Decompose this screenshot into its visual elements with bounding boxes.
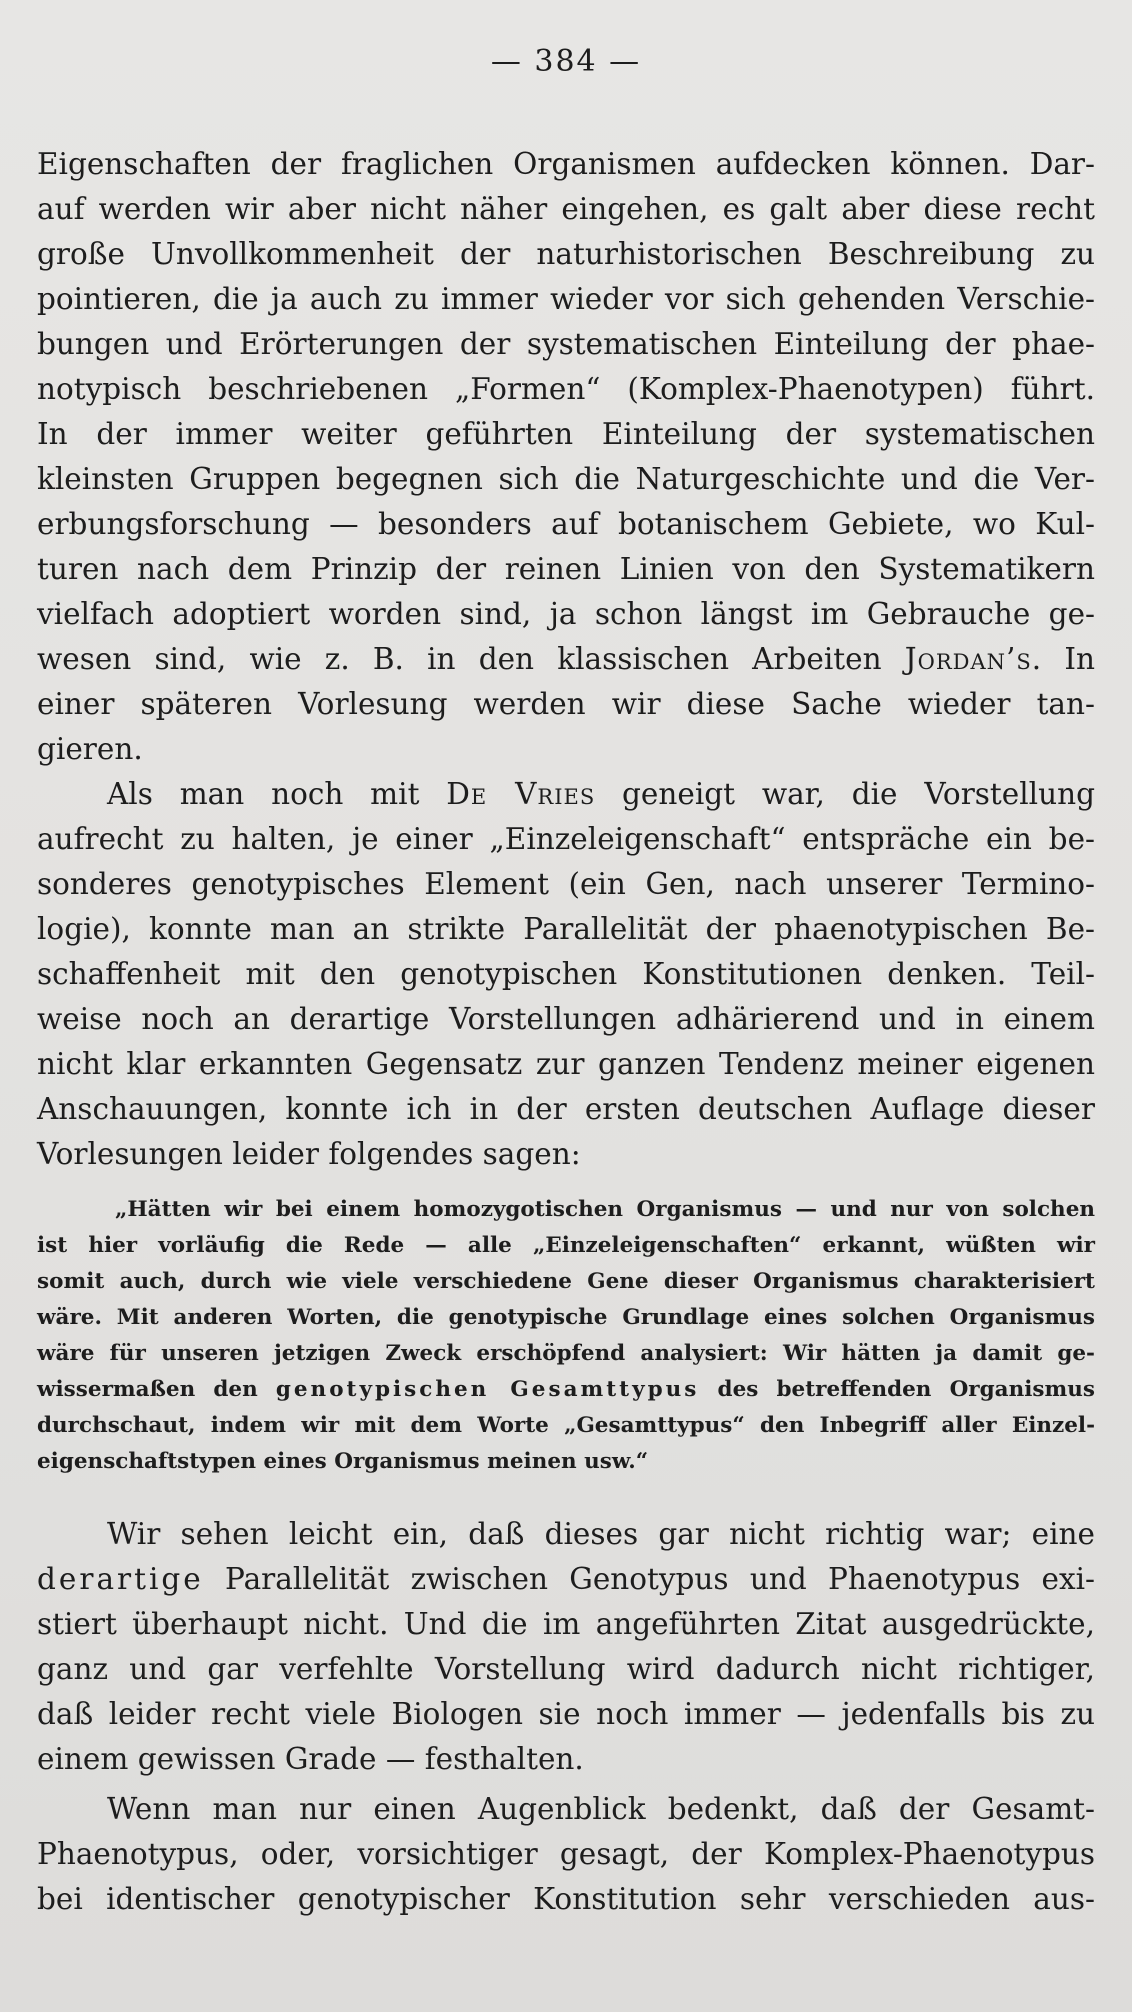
text-line: Wenn man nur einen Augenblick bedenkt, daß der Gesamt- bbox=[107, 1792, 1095, 1826]
text-line bbox=[37, 639, 1095, 679]
text-line: gieren. bbox=[37, 732, 143, 766]
text-line: auf werden wir aber nicht näher eingehen, es galt aber diese recht bbox=[37, 192, 1095, 226]
text-line: ganz und gar verfehlte Vorstellung wird dadurch nicht richtiger, bbox=[37, 1652, 1095, 1686]
text-line: einem gewissen Grade — festhalten. bbox=[37, 1742, 584, 1776]
text-line: nicht klar erkannten Gegensatz zur ganzen Tendenz meiner eigenen bbox=[37, 1047, 1095, 1081]
quote-line: eigenschaftstypen eines Organismus meinen usw.“ bbox=[37, 1449, 649, 1474]
quote-line: somit auch, durch wie viele verschiedene Gene dieser Organismus charakterisiert bbox=[37, 1269, 1095, 1294]
text-line: schaffenheit mit den genotypischen Konstitutionen denken. Teil- bbox=[37, 957, 1095, 991]
text-line: einer späteren Vorlesung werden wir diese Sache wieder tan- bbox=[37, 687, 1095, 721]
emphasis-spaced: derartige bbox=[37, 1562, 204, 1596]
text-line bbox=[107, 774, 1095, 814]
text-line: pointieren, die ja auch zu immer wieder vor sich gehenden Verschie- bbox=[37, 282, 1095, 316]
text-line: Anschauungen, konnte ich in der ersten deutschen Auflage dieser bbox=[37, 1092, 1095, 1126]
text-line: Phaenotypus, oder, vorsichtiger gesagt, der Komplex-Phaenotypus bbox=[37, 1837, 1095, 1871]
text-line: turen nach dem Prinzip der reinen Linien von den Systematikern bbox=[37, 552, 1095, 586]
text-line: stiert überhaupt nicht. Und die im angeführten Zitat ausgedrückte, bbox=[37, 1607, 1095, 1641]
text-segment: . In bbox=[1031, 642, 1095, 676]
text-line: Wir sehen leicht ein, daß dieses gar nicht richtig war; eine bbox=[107, 1517, 1095, 1551]
text-segment: wissermaßen den bbox=[37, 1377, 276, 1402]
text-line: kleinsten Gruppen begegnen sich die Naturgeschichte und die Ver- bbox=[37, 462, 1095, 496]
text-line: bungen und Erörterungen der systematischen Einteilung der phae- bbox=[37, 327, 1095, 361]
emphasis-spaced: genotypischen Gesamttypus bbox=[275, 1377, 700, 1402]
quote-line bbox=[37, 1373, 1095, 1407]
text-line: sonderes genotypisches Element (ein Gen, nach unserer Termino- bbox=[37, 867, 1095, 901]
author-name-de-vries: De Vries bbox=[446, 777, 596, 811]
text-line: logie), konnte man an strikte Parallelität der phaenotypischen Be- bbox=[37, 912, 1095, 946]
text-line: erbungsforschung — besonders auf botanischem Gebiete, wo Kul- bbox=[37, 507, 1095, 541]
author-name-jordan: Jordan’s bbox=[904, 642, 1032, 676]
text-segment: wesen sind, wie z. B. in den klassischen Arbeiten bbox=[37, 642, 905, 676]
text-line: vielfach adoptiert worden sind, ja schon längst im Gebrauche ge- bbox=[37, 597, 1095, 631]
text-segment: Als man noch mit bbox=[107, 777, 447, 811]
text-line: weise noch an derartige Vorstellungen adhärierend und in einem bbox=[37, 1002, 1095, 1036]
page-number: — 384 — bbox=[490, 44, 642, 79]
text-line: In der immer weiter geführten Einteilung der systematischen bbox=[37, 417, 1095, 451]
quote-line: wäre für unseren jetzigen Zweck erschöpfend analysiert: Wir hätten ja damit ge- bbox=[37, 1341, 1095, 1366]
text-line bbox=[37, 1559, 1095, 1599]
text-line: bei identischer genotypischer Konstitution sehr verschieden aus- bbox=[37, 1882, 1095, 1916]
quote-line: wäre. Mit anderen Worten, die genotypische Grundlage eines solchen Organismus bbox=[37, 1305, 1095, 1330]
text-line: Eigenschaften der fraglichen Organismen aufdecken können. Dar- bbox=[37, 147, 1095, 181]
quote-line: ist hier vorläufig die Rede — alle „Einzeleigenschaften“ erkannt, wüßten wir bbox=[37, 1233, 1095, 1258]
quote-line: „Hätten wir bei einem homozygotischen Organismus — und nur von solchen bbox=[115, 1197, 1095, 1222]
text-line: große Unvollkommenheit der naturhistorischen Beschreibung zu bbox=[37, 237, 1095, 271]
text-line: daß leider recht viele Biologen sie noch immer — jedenfalls bis zu bbox=[37, 1697, 1095, 1731]
text-line: Vorlesungen leider folgendes sagen: bbox=[37, 1137, 581, 1171]
quote-line: durchschaut, indem wir mit dem Worte „Gesamttypus“ den Inbegriff aller Einzel- bbox=[37, 1413, 1095, 1438]
text-segment: des betreffenden Organismus bbox=[699, 1377, 1095, 1402]
text-segment: geneigt war, die Vorstellung bbox=[595, 777, 1095, 811]
text-line: aufrecht zu halten, je einer „Einzeleigenschaft“ entspräche ein be- bbox=[37, 822, 1095, 856]
text-segment: Parallelität zwischen Genotypus und Phaenotypus exi- bbox=[203, 1562, 1095, 1596]
text-line: notypisch beschriebenen „Formen“ (Komplex-Phaenotypen) führt. bbox=[37, 372, 1095, 406]
